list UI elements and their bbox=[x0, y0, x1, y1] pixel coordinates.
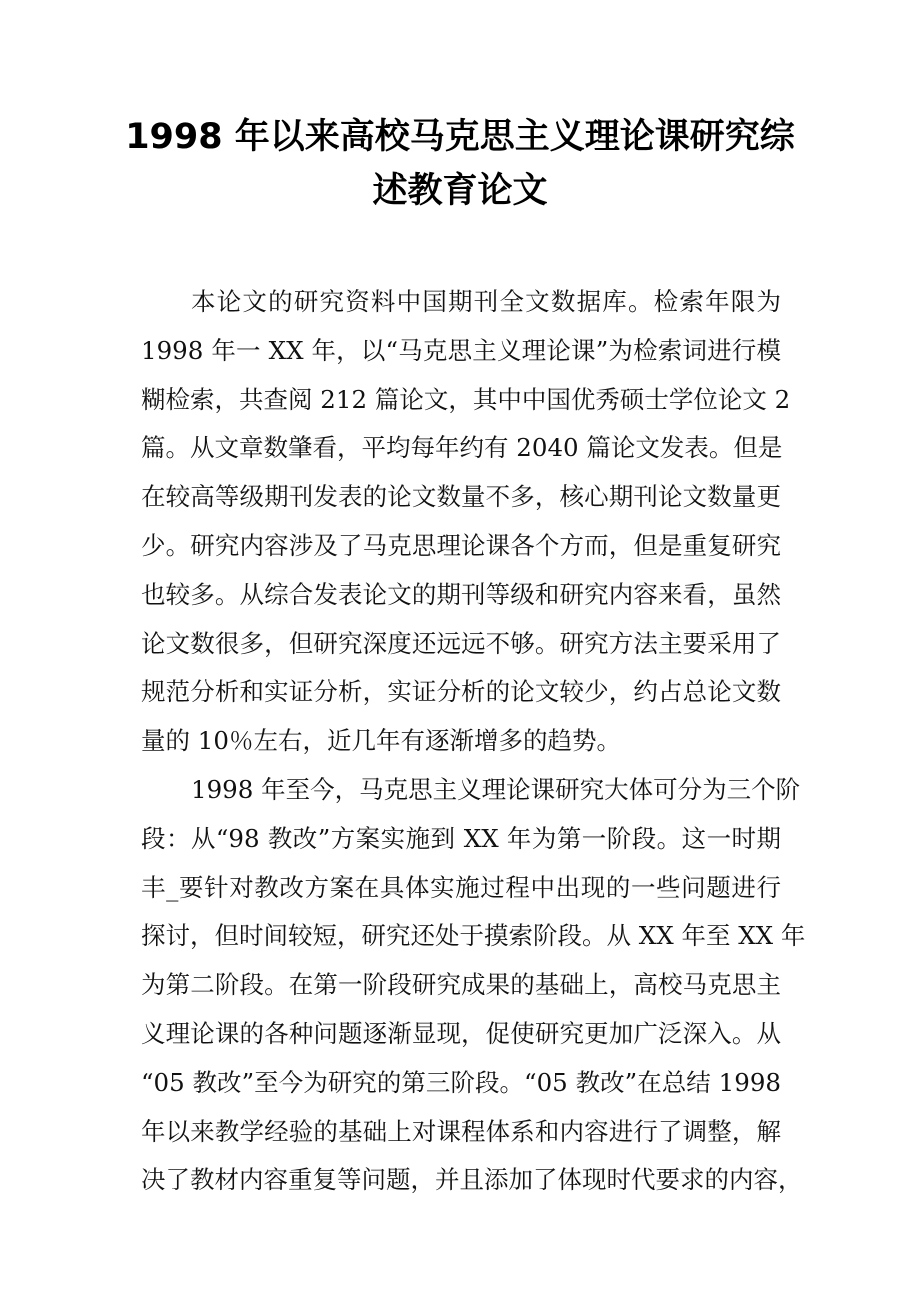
document-title bbox=[120, 110, 800, 218]
paragraph-line: “05 教改”至今为研究的第三阶段。“05 教改”在总结 1998 bbox=[141, 1067, 781, 1097]
paragraph-line: 段：从“98 教改”方案实施到 XX 年为第一阶段。这一时期 bbox=[141, 823, 781, 853]
paragraph-line: 本论文的研究资料中国期刊全文数据库。检索年限为 bbox=[191, 287, 781, 316]
paragraph-line: 量的 10％左右，近几年有逐渐增多的趋势。 bbox=[141, 726, 621, 756]
paragraph-line: 1998 年一 XX 年，以“马克思主义理论课”为检索词进行模 bbox=[141, 335, 781, 365]
title-line: 1998 年以来高校马克思主义理论课研究综 bbox=[125, 117, 795, 157]
paragraph-line: 年以来教学经验的基础上对课程体系和内容进行了调整，解 bbox=[141, 1116, 781, 1146]
paragraph-line: 也较多。从综合发表论文的期刊等级和研究内容来看，虽然 bbox=[141, 579, 781, 609]
paragraph-line: 少。研究内容涉及了马克思理论课各个方而，但是重复研究 bbox=[141, 530, 781, 560]
paragraph-line: 规范分析和实证分析，实证分析的论文较少，约占总论文数 bbox=[141, 677, 781, 707]
paragraph-line: 篇。从文章数肇看，平均每年约有 2040 篇论文发表。但是 bbox=[141, 433, 783, 463]
paragraph-1 bbox=[141, 278, 791, 766]
paragraph-line: 义理论课的各种问题逐渐显现，促使研究更加广泛深入。从 bbox=[141, 1018, 781, 1048]
paragraph-2 bbox=[141, 766, 806, 1205]
paragraph-line: 糊检索，共查阅 212 篇论文，其中中国优秀硕士学位论文 2 bbox=[141, 384, 791, 414]
paragraph-line: 探讨，但时间较短，研究还处于摸索阶段。从 XX 年至 XX 年 bbox=[141, 921, 806, 951]
paragraph-line: 1998 年至今，马克思主义理论课研究大体可分为三个阶 bbox=[191, 774, 801, 804]
paragraph-line: 在较高等级期刊发表的论文数量不多，核心期刊论文数量更 bbox=[141, 482, 781, 512]
paragraph-line: 决了教材内容重复等问题，并且添加了体现时代要求的内容， bbox=[141, 1165, 803, 1195]
paragraph-line: 丰_要针对教改方案在具体实施过程中出现的一些问题进行 bbox=[141, 872, 781, 902]
document-body bbox=[141, 278, 806, 1205]
paragraph-line: 论文数很多，但研究深度还远远不够。研究方法主要采用了 bbox=[141, 628, 781, 658]
title-line: 述教育论文 bbox=[372, 171, 548, 211]
paragraph-line: 为第二阶段。在第一阶段研究成果的基础上，高校马克思主 bbox=[141, 970, 781, 1000]
